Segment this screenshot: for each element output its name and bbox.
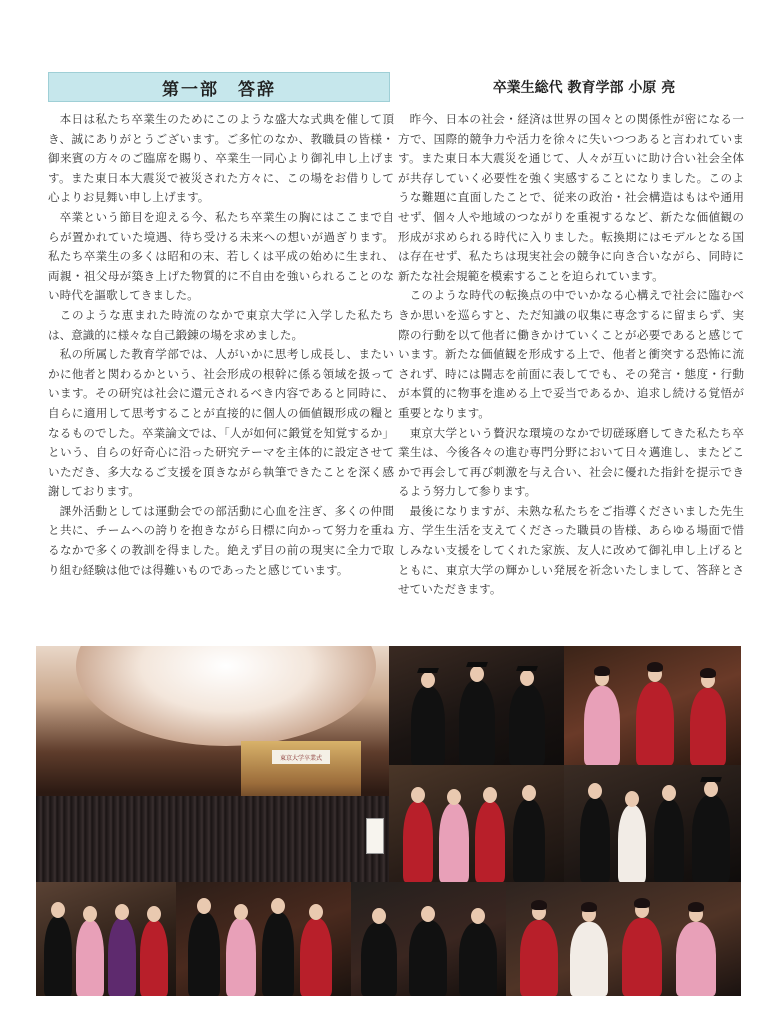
group-photo-mixed xyxy=(176,882,351,996)
graduate-head xyxy=(704,781,718,797)
graduate-figure xyxy=(300,918,332,996)
graduate-figure xyxy=(622,918,662,996)
graduate-head xyxy=(309,904,323,920)
paragraph: 昨今、日本の社会・経済は世界の国々との関係性が密になる一方で、国際的競争力や活力を徐々に失いつつあると言われています。また東日本大震災を通じて、人々が互いに助け合い社会全体が共存していく必要性を強く実感することになりました。このような難題に直面したことで、従来の政治・社会構造はもはや通用せず、個々人や地域のつながりを重視するなど、新たな価値観の形成が求められる時代に入りました。転換期にはモデルとなる国は存在せず、私たちは現実社会の競争に向き合いながら、同時に新たな社会規範を模索することを迫られています。 xyxy=(398,112,744,283)
paragraph: 最後になりますが、未熟な私たちをご指導くださいました先生方、学生生活を支えてくださった職員の皆様、あらゆる場面で惜しみない支援をしてくれた家族、友人に改めて御礼申し上げるとともに、東京大学の輝かしい発展を祈念いたしまして、答辞とさせていただきます。 xyxy=(398,503,744,597)
graduate-head xyxy=(372,908,386,924)
hall-audience xyxy=(36,796,389,882)
graduate-hair xyxy=(688,902,704,912)
paragraph: 私の所属した教育学部では、人がいかに思考し成長し、またいかに他者と関わるかという、社会形成の根幹に係る領域を扱っています。その研究は社会に還元されるべき内容であると同時に、自らに適用して思考することが直接的に個人の価値観形成の糧となるものでした。卒業論文では、「人が如何に鍛覚を知覚するか」という、自らの好奇心に沿った研究テーマを主体的に設定させていただき、多大なるご支援を頂きながら執筆できたことを深く感謝しております。 xyxy=(48,347,394,499)
graduate-figure xyxy=(108,918,136,996)
group-photo-kimono xyxy=(389,765,564,882)
graduate-head xyxy=(197,898,211,914)
graduate-figure xyxy=(140,920,168,996)
mortarboard-icon xyxy=(466,662,488,667)
graduate-figure xyxy=(618,805,646,882)
graduate-head xyxy=(147,906,161,922)
graduate-figure xyxy=(409,920,447,996)
hall-banner: 東京大学卒業式 xyxy=(272,750,330,764)
graduates-in-gowns-photo xyxy=(389,646,564,765)
paragraph: このような時代の転換点の中でいかなる心構えで社会に臨むべきか思いを巡らすと、ただ知識の収集に専念するに留まらず、実際の行動を以て他者に働きかけていくことが必要であると感じています。新たな価値観を形成する上で、他者と衝突する恐怖に流されず、時には闘志を前面に表してでも、その発言・態度・行動が本質的に物事を進める上で妥当であるか、追求し続ける覚悟が重要となります。 xyxy=(398,288,744,420)
graduate-head xyxy=(411,787,425,803)
graduate-figure xyxy=(226,918,256,996)
graduate-figure xyxy=(76,920,104,996)
graduate-hair xyxy=(634,898,650,908)
paragraph: 課外活動としては運動会での部活動に心血を注ぎ、多くの仲間と共に、チームへの誇りを抱きながら日標に向かって努力を重ねるなかで多くの教訓を得ました。絶えず目の前の現実に全力で取り組む経験は他では得難いものであったと感じています。 xyxy=(48,503,394,577)
graduate-head xyxy=(470,666,484,682)
graduate-hair xyxy=(647,662,663,672)
graduate-head xyxy=(115,904,129,920)
mortarboard-icon xyxy=(417,668,439,673)
graduate-hair xyxy=(581,902,597,912)
graduate-head xyxy=(520,670,534,686)
graduate-figure xyxy=(188,912,220,996)
graduate-head xyxy=(234,904,248,920)
left-text-column xyxy=(48,110,394,630)
seated-graduates-photo xyxy=(351,882,506,996)
graduate-figure xyxy=(361,922,397,996)
graduate-figure xyxy=(570,922,608,996)
graduate-head xyxy=(522,785,536,801)
paragraph: 東京大学という贅沢な環境のなかで切磋琢磨してきた私たち卒業生は、今後各々の進む専門分野において日々邁進し、またどこかで再会して再び刺激を与え合い、社会に優れた指針を提示できるよう努力して参ります。 xyxy=(398,425,744,499)
paragraph: このような恵まれた時流のなかで東京大学に入学した私たちは、意識的に様々な自己鍛錬の場を求めました。 xyxy=(48,307,394,342)
graduate-figure xyxy=(676,922,716,996)
graduate-head xyxy=(483,787,497,803)
graduate-hair xyxy=(531,900,547,910)
mortarboard-icon xyxy=(700,777,722,782)
graduate-head xyxy=(421,672,435,688)
graduate-head xyxy=(421,906,435,922)
ceremony-hall-photo xyxy=(36,646,389,882)
graduate-figure xyxy=(439,803,469,882)
graduate-head xyxy=(271,898,285,914)
right-text-column xyxy=(398,110,744,630)
graduate-head xyxy=(662,785,676,801)
graduate-hair xyxy=(594,666,610,676)
paragraph: 本日は私たち卒業生のためにこのような盛大な式典を催して頂き、誠にありがとうございます。ご多忙のなか、教職員の皆様・御来賓の方々のご臨席を賜り、卒業生一同心より御礼申し上げます。また東日本大震災で被災された方々に、この場をお借りして心よりお見舞い申し上げます。 xyxy=(48,112,394,205)
graduate-figure xyxy=(509,684,545,765)
graduate-figure xyxy=(411,686,445,765)
paragraph: 卒業という節目を迎える今、私たち卒業生の胸にはここまで自らが置かれていた境遇、待ち受ける未来への想いが過ぎります。私たち卒業生の多くは昭和の末、若しくは平成の始めに生まれ、両親・祖父母が築き上げた物質的に不自由を強いられることのない時代を謳歌してきました。 xyxy=(48,209,394,303)
graduate-figure xyxy=(690,688,726,765)
section-title-bar xyxy=(48,72,390,102)
graduate-figure xyxy=(513,799,545,882)
graduate-head xyxy=(447,789,461,805)
graduate-figure xyxy=(44,916,72,996)
author-name: 卒業生総代 教育学部 小原 亮 xyxy=(492,80,676,96)
hall-signboard xyxy=(366,818,384,854)
group-photo-suits xyxy=(564,765,741,882)
hakama-group-photo xyxy=(506,882,741,996)
graduate-head xyxy=(625,791,639,807)
graduate-figure xyxy=(580,797,610,882)
graduate-figure xyxy=(459,922,497,996)
section-title: 第一部 答辞 xyxy=(162,79,276,100)
hall-dome-ceiling xyxy=(76,646,376,746)
graduate-figure xyxy=(520,920,558,996)
graduate-figure xyxy=(475,801,505,882)
graduate-figure xyxy=(262,912,294,996)
graduate-head xyxy=(51,902,65,918)
graduate-head xyxy=(588,783,602,799)
graduate-figure xyxy=(654,799,684,882)
graduate-hair xyxy=(700,668,716,678)
group-photo-friends xyxy=(36,882,176,996)
graduate-figure xyxy=(636,682,674,765)
author-line xyxy=(424,74,744,100)
graduate-figure xyxy=(584,686,620,765)
graduate-head xyxy=(83,906,97,922)
graduates-in-hakama-photo xyxy=(564,646,741,765)
graduate-figure xyxy=(459,680,495,765)
graduate-figure xyxy=(403,801,433,882)
mortarboard-icon xyxy=(516,666,538,671)
graduate-figure xyxy=(692,795,730,882)
graduate-head xyxy=(471,908,485,924)
